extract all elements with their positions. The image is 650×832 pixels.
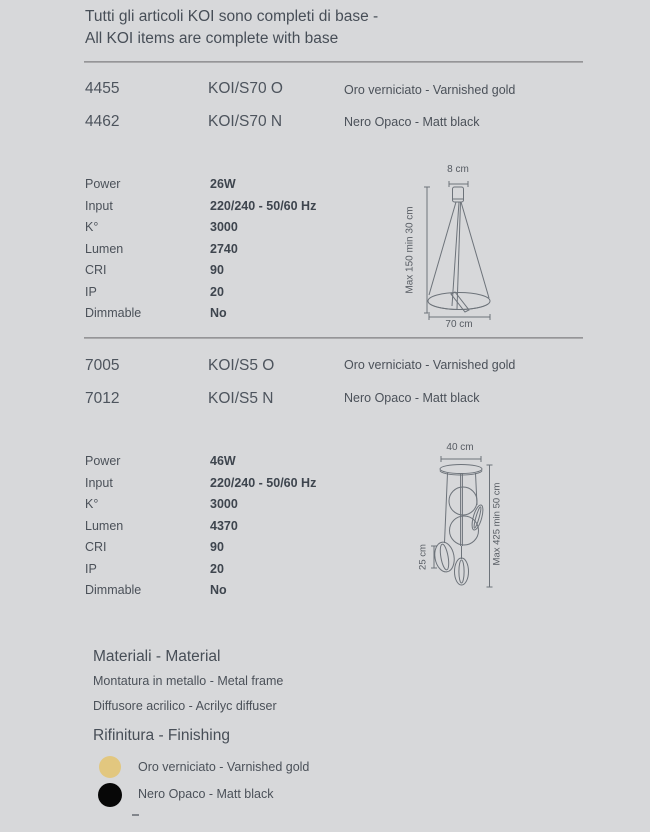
spec-label: Input: [85, 475, 113, 490]
product-code: 7005: [85, 357, 120, 374]
product-finish: Nero Opaco - Matt black: [344, 115, 480, 129]
divider: [84, 337, 583, 339]
finishing-title: Rifinitura - Finishing: [93, 727, 230, 744]
finish-label: Oro verniciato - Varnished gold: [138, 760, 310, 774]
spec-value: 220/240 - 50/60 Hz: [210, 198, 317, 213]
spec-label: Lumen: [85, 518, 124, 533]
spec-value: 3000: [210, 497, 238, 511]
spec-table-s5: [85, 454, 355, 605]
product-code: 4462: [85, 113, 120, 130]
spec-label: IP: [85, 284, 97, 299]
spec-label: Lumen: [85, 241, 124, 256]
spec-label: CRI: [85, 263, 107, 277]
spec-label: Dimmable: [85, 583, 142, 597]
materials-line: Diffusore acrilico - Acrilyc diffuser: [93, 699, 277, 713]
spec-value: No: [210, 306, 227, 320]
spec-label: K°: [85, 497, 99, 511]
spec-value: 26W: [210, 177, 236, 191]
spec-value: 20: [210, 561, 224, 576]
dim-canopy-width-label: 40 cm: [446, 442, 474, 453]
materials-title: Materiali - Material: [93, 648, 221, 665]
spec-value: 2740: [210, 241, 238, 256]
spec-label: Input: [85, 198, 113, 213]
product-code: 7012: [85, 390, 120, 407]
dim-canopy-width-label: 8 cm: [447, 164, 469, 175]
spec-label: Dimmable: [85, 306, 142, 320]
spec-value: 4370: [210, 518, 238, 533]
product-finish: Oro verniciato - Varnished gold: [344, 358, 516, 372]
dim-drop-label: Max 425 min 50 cm: [491, 482, 503, 566]
product-finish: Nero Opaco - Matt black: [344, 391, 480, 405]
divider: [84, 61, 583, 63]
spec-value: 220/240 - 50/60 Hz: [210, 475, 317, 490]
diffuser-ring: [428, 292, 490, 312]
spec-label: K°: [85, 220, 99, 234]
product-code: 4455: [85, 80, 120, 97]
spec-value: 3000: [210, 220, 238, 234]
product-name: KOI/S5 N: [208, 390, 274, 407]
spec-label: Power: [85, 177, 121, 191]
dim-disc-size-label: 25 cm: [417, 544, 429, 570]
product-name: KOI/S70 N: [208, 113, 283, 130]
product-name: KOI/S70 O: [208, 80, 283, 97]
spec-value: 90: [210, 540, 224, 554]
diffuser-discs: [433, 487, 486, 585]
materials-line: Montatura in metallo - Metal frame: [93, 674, 284, 688]
dim-diameter-label: 70 cm: [445, 319, 473, 330]
dim-drop-label: Max 150 min 30 cm: [404, 206, 416, 294]
pendant-diagram-s70: [415, 180, 500, 320]
dimension-line-disc: [431, 546, 437, 568]
spec-label: IP: [85, 561, 97, 576]
dimension-line-canopy-width: [441, 456, 481, 462]
spec-value: No: [210, 583, 227, 597]
finish-swatch-gold: [99, 756, 121, 778]
spec-value: 46W: [210, 454, 236, 468]
page-title-line1: Tutti gli articoli KOI sono completi di base -: [85, 8, 379, 25]
page-title-line2: All KOI items are complete with base: [85, 30, 339, 47]
spec-label: Power: [85, 454, 121, 468]
finish-label: Nero Opaco - Matt black: [138, 787, 274, 801]
canopy: [453, 187, 464, 202]
finish-swatch-black: [98, 783, 122, 807]
spec-value: 90: [210, 263, 224, 277]
spec-value: 20: [210, 284, 224, 299]
product-name: KOI/S5 O: [208, 357, 275, 374]
spec-label: CRI: [85, 540, 107, 554]
product-finish: Oro verniciato - Varnished gold: [344, 83, 516, 97]
spec-table-s70: [85, 177, 355, 328]
dimension-line-canopy-width: [449, 181, 468, 187]
cropped-text-fragment: [132, 814, 139, 816]
